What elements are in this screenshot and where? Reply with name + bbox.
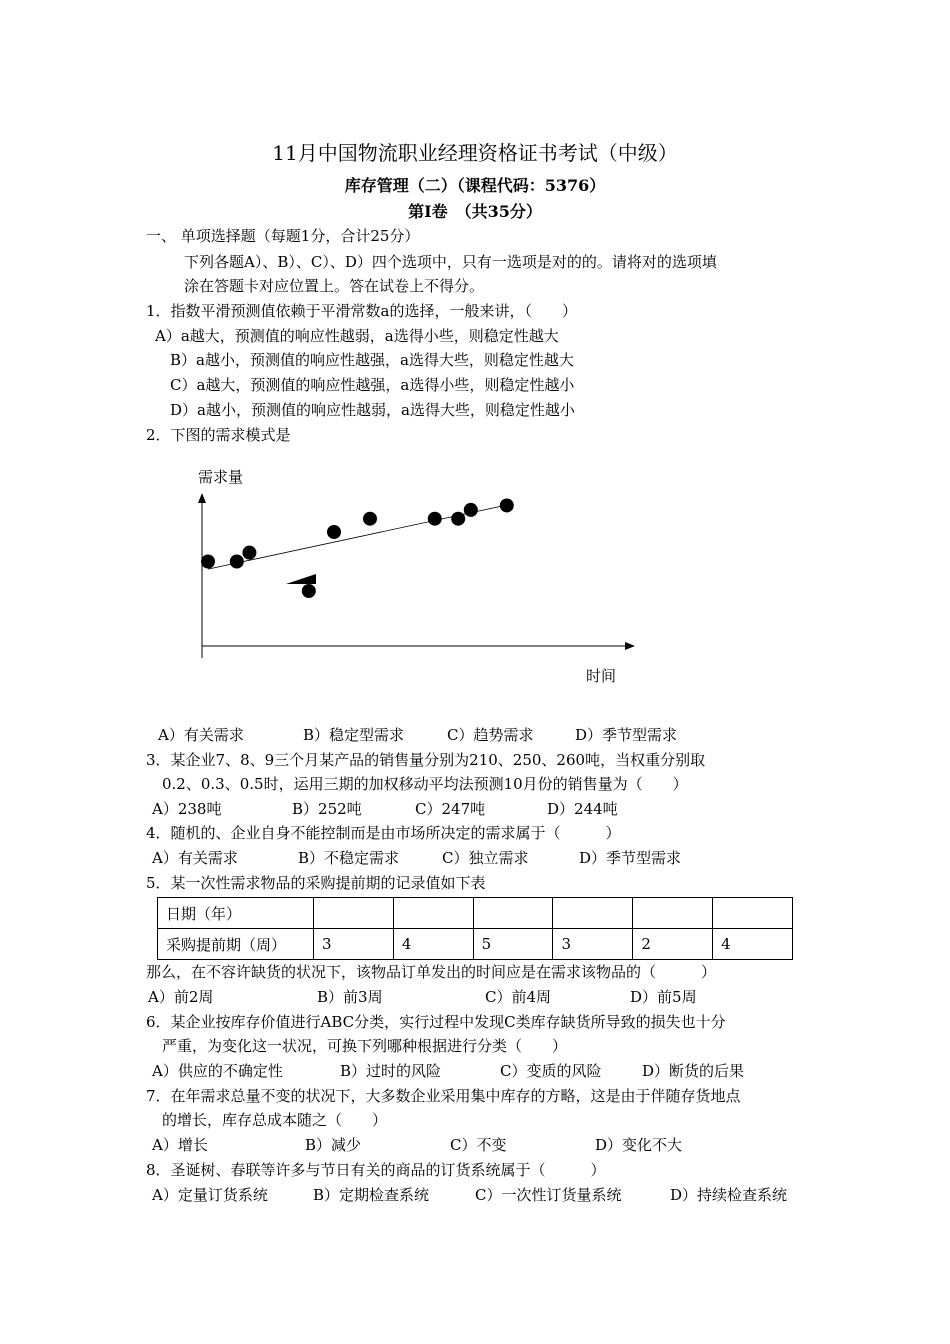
data-point bbox=[327, 525, 341, 539]
table-cell bbox=[314, 898, 394, 929]
q5-option-a[interactable]: A）前2周 bbox=[148, 988, 214, 1006]
table-cell-date-label: 日期（年） bbox=[158, 898, 314, 929]
q4-option-a[interactable]: A）有关需求 bbox=[152, 849, 238, 867]
q6-option-d[interactable]: D）断货的后果 bbox=[642, 1062, 745, 1080]
q3-option-b[interactable]: B）252吨 bbox=[292, 800, 362, 818]
q7-stem-line-2: 的增长，库存总成本随之（ ） bbox=[162, 1111, 388, 1129]
table-cell bbox=[713, 898, 793, 929]
data-point bbox=[363, 512, 377, 526]
table-cell bbox=[393, 898, 473, 929]
y-axis-label: 需求量 bbox=[198, 468, 244, 486]
table-cell: 3 bbox=[314, 929, 394, 960]
q8-stem: 8．圣诞树、春联等许多与节日有关的商品的订货系统属于（ ） bbox=[146, 1161, 606, 1179]
exam-title: 11月中国物流职业经理资格证书考试（中级） bbox=[272, 141, 678, 165]
q3-option-a[interactable]: A）238吨 bbox=[152, 800, 222, 818]
q6-option-b[interactable]: B）过时的风险 bbox=[340, 1062, 442, 1080]
q5-option-c[interactable]: C）前4周 bbox=[485, 988, 552, 1006]
q5-stem: 5．某一次性需求物品的采购提前期的记录值如下表 bbox=[146, 874, 486, 892]
q8-option-c[interactable]: C）一次性订货量系统 bbox=[475, 1186, 622, 1204]
x-axis-label: 时间 bbox=[586, 667, 617, 685]
q4-option-b[interactable]: B）不稳定需求 bbox=[298, 849, 400, 867]
q8-option-b[interactable]: B）定期检查系统 bbox=[313, 1186, 430, 1204]
table-cell bbox=[633, 898, 713, 929]
table-cell: 4 bbox=[713, 929, 793, 960]
table-cell: 2 bbox=[633, 929, 713, 960]
data-point bbox=[230, 555, 244, 569]
q1-option-a[interactable]: A）a越大，预测值的响应性越弱，a选得小些，则稳定性越大 bbox=[155, 327, 559, 345]
q5-option-b[interactable]: B）前3周 bbox=[317, 988, 383, 1006]
table-cell: 3 bbox=[553, 929, 633, 960]
demand-chart bbox=[180, 462, 650, 692]
q7-option-d[interactable]: D）变化不大 bbox=[595, 1136, 683, 1154]
slope-triangle bbox=[286, 574, 316, 584]
q7-option-c[interactable]: C）不变 bbox=[450, 1136, 507, 1154]
q1-option-c[interactable]: C）a越大，预测值的响应性越强，a选得小些，则稳定性越小 bbox=[170, 376, 575, 394]
data-point bbox=[201, 555, 215, 569]
q1-option-d[interactable]: D）a越小，预测值的响应性越弱，a选得大些，则稳定性越小 bbox=[170, 401, 575, 419]
q3-stem-line-2: 0.2、0.3、0.5时，运用三期的加权移动平均法预测10月份的销售量为（ ） bbox=[162, 775, 688, 793]
q5-follow-up: 那么，在不容许缺货的状况下，该物品订单发出的时间应是在需求该物品的（ ） bbox=[146, 963, 717, 981]
data-point bbox=[464, 503, 478, 517]
data-point bbox=[451, 512, 465, 526]
q2-option-a[interactable]: A）有关需求 bbox=[158, 726, 244, 744]
demand-scatter-plot bbox=[180, 462, 650, 692]
q4-stem: 4．随机的、企业自身不能控制而是由市场所决定的需求属于（ ） bbox=[146, 824, 621, 842]
table-cell bbox=[473, 898, 553, 929]
q8-option-d[interactable]: D）持续检查系统 bbox=[670, 1186, 788, 1204]
q4-option-d[interactable]: D）季节型需求 bbox=[579, 849, 682, 867]
table-row bbox=[158, 929, 793, 960]
q7-stem-line-1: 7．在年需求总量不变的状况下，大多数企业采用集中库存的方略，这是由于伴随存货地点 bbox=[146, 1087, 741, 1105]
instruction-line-1: 下列各题A）、B）、C）、D）四个选项中，只有一选项是对的的。请将对的选项填 bbox=[184, 253, 717, 271]
q3-option-c[interactable]: C）247吨 bbox=[415, 800, 486, 818]
q3-stem-line-1: 3．某企业7、8、9三个月某产品的销售量分别为210、250、260吨，当权重分别取 bbox=[146, 751, 706, 769]
q7-option-b[interactable]: B）减少 bbox=[305, 1136, 362, 1154]
table-cell: 5 bbox=[473, 929, 553, 960]
data-point bbox=[428, 512, 442, 526]
q2-option-d[interactable]: D）季节型需求 bbox=[575, 726, 678, 744]
q2-option-b[interactable]: B）稳定型需求 bbox=[303, 726, 405, 744]
table-cell: 4 bbox=[393, 929, 473, 960]
q6-option-a[interactable]: A）供应的不确定性 bbox=[152, 1062, 283, 1080]
instruction-line-2: 涂在答题卡对应位置上。答在试卷上不得分。 bbox=[184, 277, 485, 295]
lead-time-table bbox=[157, 897, 793, 960]
q2-stem: 2．下图的需求模式是 bbox=[146, 426, 291, 444]
q1-stem: 1．指数平滑预测值依赖于平滑常数a的选择，一般来讲，（ ） bbox=[146, 302, 577, 320]
data-point bbox=[302, 584, 316, 598]
q3-option-d[interactable]: D）244吨 bbox=[547, 800, 618, 818]
q5-option-d[interactable]: D）前5周 bbox=[630, 988, 697, 1006]
q6-option-c[interactable]: C）变质的风险 bbox=[500, 1062, 602, 1080]
course-subtitle: 库存管理（二）（课程代码：5376） bbox=[344, 176, 606, 195]
q2-option-c[interactable]: C）趋势需求 bbox=[447, 726, 534, 744]
data-point bbox=[242, 546, 256, 560]
volume-heading: 第I卷 （共35分） bbox=[408, 202, 542, 221]
section-heading: 一、 单项选择题（每题1分，合计25分） bbox=[146, 227, 420, 245]
table-cell bbox=[553, 898, 633, 929]
q4-option-c[interactable]: C）独立需求 bbox=[442, 849, 529, 867]
q8-option-a[interactable]: A）定量订货系统 bbox=[152, 1186, 268, 1204]
q1-option-b[interactable]: B）a越小，预测值的响应性越强，a选得大些，则稳定性越大 bbox=[170, 351, 574, 369]
table-cell-lead-time-label: 采购提前期（周） bbox=[158, 929, 314, 960]
q6-stem-line-2: 严重，为变化这一状况，可换下列哪种根据进行分类（ ） bbox=[162, 1037, 568, 1055]
table-row bbox=[158, 898, 793, 929]
data-point bbox=[500, 498, 514, 512]
q6-stem-line-1: 6．某企业按库存价值进行ABC分类，实行过程中发现C类库存缺货所导致的损失也十分 bbox=[146, 1013, 726, 1031]
q7-option-a[interactable]: A）增长 bbox=[152, 1136, 208, 1154]
